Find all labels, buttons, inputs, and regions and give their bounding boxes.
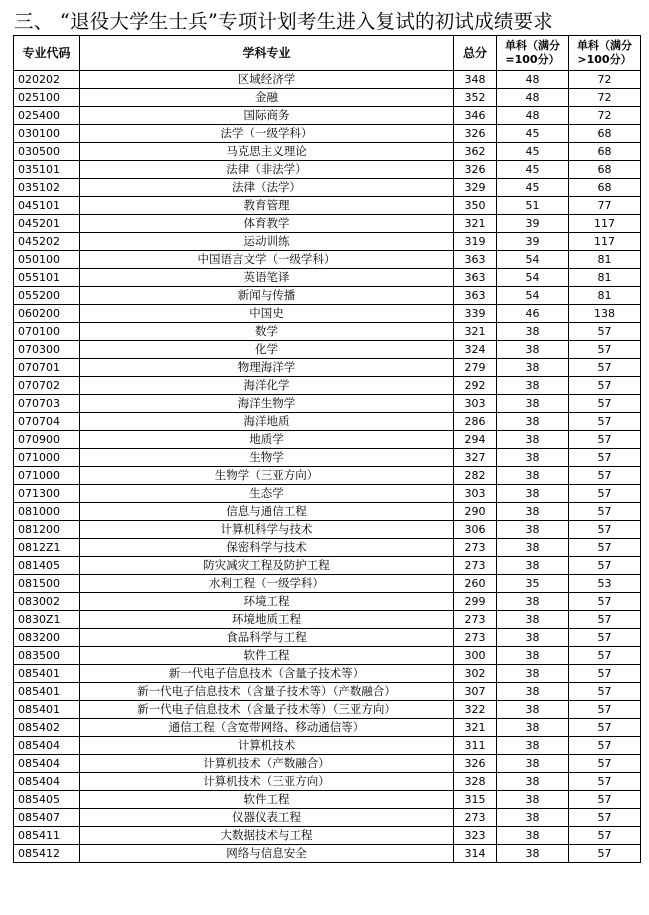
cell-total: 282 — [454, 467, 497, 485]
cell-single-over-100: 77 — [569, 197, 641, 215]
cell-major: 计算机技术（产数融合） — [80, 755, 454, 773]
cell-total: 319 — [454, 233, 497, 251]
cell-single-100: 48 — [497, 71, 569, 89]
cell-single-over-100: 57 — [569, 665, 641, 683]
table-row — [14, 593, 641, 611]
cell-code: 030500 — [14, 143, 80, 161]
cell-code: 081500 — [14, 575, 80, 593]
cell-code: 085407 — [14, 809, 80, 827]
header-total: 总分 — [454, 36, 497, 71]
table-row — [14, 143, 641, 161]
cell-code: 083200 — [14, 629, 80, 647]
cell-major: 海洋生物学 — [80, 395, 454, 413]
cell-single-100: 45 — [497, 161, 569, 179]
table-row — [14, 791, 641, 809]
cell-single-over-100: 57 — [569, 755, 641, 773]
cell-major: 计算机技术（三亚方向） — [80, 773, 454, 791]
cell-major: 海洋地质 — [80, 413, 454, 431]
cell-major: 中国语言文学（一级学科） — [80, 251, 454, 269]
table-row — [14, 107, 641, 125]
cell-single-over-100: 57 — [569, 467, 641, 485]
cell-single-over-100: 57 — [569, 413, 641, 431]
score-table — [13, 35, 641, 863]
cell-single-100: 39 — [497, 233, 569, 251]
cell-single-100: 38 — [497, 647, 569, 665]
cell-single-over-100: 57 — [569, 557, 641, 575]
cell-single-over-100: 68 — [569, 143, 641, 161]
cell-major: 生物学 — [80, 449, 454, 467]
cell-code: 085412 — [14, 845, 80, 863]
cell-single-over-100: 68 — [569, 179, 641, 197]
table-row — [14, 197, 641, 215]
cell-single-over-100: 57 — [569, 503, 641, 521]
cell-single-100: 38 — [497, 503, 569, 521]
cell-single-100: 38 — [497, 845, 569, 863]
cell-total: 300 — [454, 647, 497, 665]
cell-single-100: 38 — [497, 593, 569, 611]
cell-major: 英语笔译 — [80, 269, 454, 287]
cell-single-100: 38 — [497, 665, 569, 683]
table-row — [14, 305, 641, 323]
table-row — [14, 71, 641, 89]
table-row — [14, 89, 641, 107]
cell-major: 法律（非法学） — [80, 161, 454, 179]
cell-total: 321 — [454, 215, 497, 233]
table-row — [14, 773, 641, 791]
table-row — [14, 647, 641, 665]
cell-major: 金融 — [80, 89, 454, 107]
cell-single-over-100: 57 — [569, 629, 641, 647]
cell-single-over-100: 57 — [569, 827, 641, 845]
cell-single-100: 38 — [497, 827, 569, 845]
cell-code: 070300 — [14, 341, 80, 359]
cell-single-over-100: 57 — [569, 737, 641, 755]
cell-major: 海洋化学 — [80, 377, 454, 395]
cell-single-100: 38 — [497, 323, 569, 341]
cell-single-over-100: 72 — [569, 107, 641, 125]
cell-major: 新一代电子信息技术（含量子技术等）（三亚方向） — [80, 701, 454, 719]
cell-code: 060200 — [14, 305, 80, 323]
cell-single-100: 38 — [497, 809, 569, 827]
cell-single-100: 38 — [497, 413, 569, 431]
cell-single-over-100: 117 — [569, 233, 641, 251]
cell-total: 327 — [454, 449, 497, 467]
cell-single-100: 48 — [497, 89, 569, 107]
table-row — [14, 413, 641, 431]
cell-total: 315 — [454, 791, 497, 809]
table-row — [14, 485, 641, 503]
cell-total: 326 — [454, 161, 497, 179]
cell-code: 070701 — [14, 359, 80, 377]
cell-total: 302 — [454, 665, 497, 683]
cell-single-over-100: 72 — [569, 89, 641, 107]
cell-single-100: 54 — [497, 287, 569, 305]
table-row — [14, 575, 641, 593]
cell-total: 326 — [454, 125, 497, 143]
cell-single-100: 45 — [497, 143, 569, 161]
cell-code: 081405 — [14, 557, 80, 575]
cell-single-over-100: 68 — [569, 125, 641, 143]
cell-total: 346 — [454, 107, 497, 125]
cell-code: 085411 — [14, 827, 80, 845]
cell-code: 081200 — [14, 521, 80, 539]
cell-code: 085401 — [14, 701, 80, 719]
cell-total: 322 — [454, 701, 497, 719]
cell-single-100: 38 — [497, 791, 569, 809]
cell-code: 025100 — [14, 89, 80, 107]
cell-single-over-100: 57 — [569, 683, 641, 701]
cell-single-100: 54 — [497, 269, 569, 287]
cell-code: 071300 — [14, 485, 80, 503]
cell-major: 区域经济学 — [80, 71, 454, 89]
cell-single-100: 38 — [497, 521, 569, 539]
cell-major: 中国史 — [80, 305, 454, 323]
cell-code: 030100 — [14, 125, 80, 143]
cell-total: 314 — [454, 845, 497, 863]
cell-major: 法律（法学） — [80, 179, 454, 197]
cell-total: 328 — [454, 773, 497, 791]
cell-total: 286 — [454, 413, 497, 431]
cell-code: 085402 — [14, 719, 80, 737]
cell-major: 化学 — [80, 341, 454, 359]
cell-code: 045101 — [14, 197, 80, 215]
table-row — [14, 341, 641, 359]
table-row — [14, 737, 641, 755]
cell-major: 信息与通信工程 — [80, 503, 454, 521]
cell-single-100: 45 — [497, 125, 569, 143]
cell-total: 321 — [454, 719, 497, 737]
cell-single-100: 38 — [497, 377, 569, 395]
cell-total: 323 — [454, 827, 497, 845]
cell-code: 070702 — [14, 377, 80, 395]
cell-single-over-100: 57 — [569, 809, 641, 827]
cell-total: 273 — [454, 611, 497, 629]
cell-code: 0812Z1 — [14, 539, 80, 557]
cell-total: 260 — [454, 575, 497, 593]
header-major: 学科专业 — [80, 36, 454, 71]
cell-total: 306 — [454, 521, 497, 539]
cell-single-over-100: 57 — [569, 431, 641, 449]
cell-major: 生物学（三亚方向） — [80, 467, 454, 485]
cell-major: 保密科学与技术 — [80, 539, 454, 557]
cell-code: 085405 — [14, 791, 80, 809]
cell-major: 计算机科学与技术 — [80, 521, 454, 539]
cell-code: 070704 — [14, 413, 80, 431]
cell-single-over-100: 57 — [569, 845, 641, 863]
cell-total: 294 — [454, 431, 497, 449]
table-row — [14, 179, 641, 197]
cell-single-over-100: 57 — [569, 395, 641, 413]
cell-major: 新一代电子信息技术（含量子技术等） — [80, 665, 454, 683]
cell-single-over-100: 57 — [569, 323, 641, 341]
cell-code: 070100 — [14, 323, 80, 341]
cell-code: 0830Z1 — [14, 611, 80, 629]
cell-total: 299 — [454, 593, 497, 611]
table-row — [14, 629, 641, 647]
cell-single-over-100: 57 — [569, 773, 641, 791]
table-row — [14, 683, 641, 701]
cell-total: 363 — [454, 287, 497, 305]
cell-code: 071000 — [14, 467, 80, 485]
cell-total: 363 — [454, 251, 497, 269]
table-header-row — [14, 36, 641, 71]
table-row — [14, 287, 641, 305]
cell-major: 防灾减灾工程及防护工程 — [80, 557, 454, 575]
cell-total: 307 — [454, 683, 497, 701]
table-row — [14, 827, 641, 845]
cell-single-100: 35 — [497, 575, 569, 593]
cell-single-over-100: 57 — [569, 611, 641, 629]
cell-code: 081000 — [14, 503, 80, 521]
cell-major: 运动训练 — [80, 233, 454, 251]
cell-code: 020202 — [14, 71, 80, 89]
cell-single-100: 38 — [497, 341, 569, 359]
cell-single-over-100: 57 — [569, 701, 641, 719]
table-row — [14, 701, 641, 719]
table-row — [14, 845, 641, 863]
cell-single-over-100: 138 — [569, 305, 641, 323]
cell-code: 035101 — [14, 161, 80, 179]
cell-code: 050100 — [14, 251, 80, 269]
cell-major: 新闻与传播 — [80, 287, 454, 305]
table-row — [14, 395, 641, 413]
cell-single-100: 45 — [497, 179, 569, 197]
table-row — [14, 269, 641, 287]
cell-major: 体育教学 — [80, 215, 454, 233]
cell-major: 环境工程 — [80, 593, 454, 611]
cell-single-over-100: 57 — [569, 377, 641, 395]
cell-single-100: 38 — [497, 773, 569, 791]
cell-single-100: 38 — [497, 395, 569, 413]
cell-major: 网络与信息安全 — [80, 845, 454, 863]
cell-total: 303 — [454, 395, 497, 413]
cell-total: 329 — [454, 179, 497, 197]
cell-major: 数学 — [80, 323, 454, 341]
table-row — [14, 503, 641, 521]
table-row — [14, 215, 641, 233]
cell-single-over-100: 53 — [569, 575, 641, 593]
table-row — [14, 665, 641, 683]
table-row — [14, 467, 641, 485]
cell-total: 303 — [454, 485, 497, 503]
cell-single-100: 51 — [497, 197, 569, 215]
cell-code: 085401 — [14, 665, 80, 683]
table-row — [14, 161, 641, 179]
table-row — [14, 449, 641, 467]
cell-code: 055200 — [14, 287, 80, 305]
cell-single-100: 38 — [497, 449, 569, 467]
cell-major: 地质学 — [80, 431, 454, 449]
cell-total: 363 — [454, 269, 497, 287]
cell-major: 水利工程（一级学科） — [80, 575, 454, 593]
cell-total: 348 — [454, 71, 497, 89]
cell-major: 计算机技术 — [80, 737, 454, 755]
cell-single-over-100: 57 — [569, 341, 641, 359]
cell-single-100: 38 — [497, 467, 569, 485]
table-row — [14, 521, 641, 539]
cell-single-100: 39 — [497, 215, 569, 233]
table-row — [14, 233, 641, 251]
cell-major: 软件工程 — [80, 647, 454, 665]
cell-total: 273 — [454, 539, 497, 557]
header-single-over-100: 单科（满分>100分） — [569, 36, 641, 71]
cell-total: 350 — [454, 197, 497, 215]
cell-single-over-100: 57 — [569, 593, 641, 611]
table-row — [14, 431, 641, 449]
cell-code: 083002 — [14, 593, 80, 611]
cell-single-over-100: 57 — [569, 359, 641, 377]
cell-single-100: 38 — [497, 755, 569, 773]
cell-single-over-100: 57 — [569, 791, 641, 809]
cell-code: 055101 — [14, 269, 80, 287]
cell-total: 273 — [454, 809, 497, 827]
cell-code: 035102 — [14, 179, 80, 197]
cell-code: 083500 — [14, 647, 80, 665]
header-code: 专业代码 — [14, 36, 80, 71]
cell-code: 070900 — [14, 431, 80, 449]
cell-single-100: 48 — [497, 107, 569, 125]
cell-single-100: 38 — [497, 737, 569, 755]
cell-major: 环境地质工程 — [80, 611, 454, 629]
cell-total: 321 — [454, 323, 497, 341]
cell-single-100: 38 — [497, 539, 569, 557]
cell-major: 食品科学与工程 — [80, 629, 454, 647]
cell-major: 生态学 — [80, 485, 454, 503]
table-body — [14, 71, 641, 863]
cell-total: 326 — [454, 755, 497, 773]
cell-total: 279 — [454, 359, 497, 377]
table-row — [14, 359, 641, 377]
cell-single-over-100: 57 — [569, 521, 641, 539]
cell-total: 324 — [454, 341, 497, 359]
cell-single-over-100: 81 — [569, 269, 641, 287]
cell-major: 法学（一级学科） — [80, 125, 454, 143]
cell-code: 085401 — [14, 683, 80, 701]
cell-single-100: 38 — [497, 683, 569, 701]
cell-code: 085404 — [14, 737, 80, 755]
cell-total: 311 — [454, 737, 497, 755]
cell-single-100: 38 — [497, 629, 569, 647]
cell-total: 290 — [454, 503, 497, 521]
cell-single-100: 38 — [497, 431, 569, 449]
cell-code: 071000 — [14, 449, 80, 467]
page-title: 三、 “退役大学生士兵”专项计划考生进入复试的初试成绩要求 — [14, 10, 553, 33]
cell-code: 045202 — [14, 233, 80, 251]
cell-single-100: 38 — [497, 701, 569, 719]
header-single-100: 单科（满分=100分） — [497, 36, 569, 71]
cell-major: 国际商务 — [80, 107, 454, 125]
cell-single-100: 38 — [497, 359, 569, 377]
table-row — [14, 809, 641, 827]
cell-single-100: 54 — [497, 251, 569, 269]
cell-single-100: 38 — [497, 611, 569, 629]
table-row — [14, 719, 641, 737]
cell-total: 292 — [454, 377, 497, 395]
cell-single-over-100: 117 — [569, 215, 641, 233]
cell-single-over-100: 57 — [569, 449, 641, 467]
table-row — [14, 251, 641, 269]
cell-code: 025400 — [14, 107, 80, 125]
table-row — [14, 125, 641, 143]
cell-total: 273 — [454, 557, 497, 575]
cell-total: 273 — [454, 629, 497, 647]
cell-total: 352 — [454, 89, 497, 107]
cell-code: 070703 — [14, 395, 80, 413]
cell-single-over-100: 68 — [569, 161, 641, 179]
cell-total: 339 — [454, 305, 497, 323]
table-row — [14, 755, 641, 773]
cell-major: 通信工程（含宽带网络、移动通信等） — [80, 719, 454, 737]
cell-major: 大数据技术与工程 — [80, 827, 454, 845]
cell-single-over-100: 57 — [569, 719, 641, 737]
table-row — [14, 323, 641, 341]
cell-single-100: 38 — [497, 719, 569, 737]
table-row — [14, 539, 641, 557]
table-row — [14, 557, 641, 575]
table-row — [14, 611, 641, 629]
cell-code: 085404 — [14, 773, 80, 791]
cell-major: 仪器仪表工程 — [80, 809, 454, 827]
table-row — [14, 377, 641, 395]
cell-single-over-100: 57 — [569, 485, 641, 503]
cell-single-100: 46 — [497, 305, 569, 323]
cell-single-over-100: 81 — [569, 287, 641, 305]
cell-major: 马克思主义理论 — [80, 143, 454, 161]
cell-single-over-100: 57 — [569, 539, 641, 557]
cell-total: 362 — [454, 143, 497, 161]
cell-major: 教育管理 — [80, 197, 454, 215]
cell-single-100: 38 — [497, 557, 569, 575]
cell-code: 085404 — [14, 755, 80, 773]
cell-single-over-100: 81 — [569, 251, 641, 269]
cell-single-over-100: 57 — [569, 647, 641, 665]
cell-code: 045201 — [14, 215, 80, 233]
cell-major: 软件工程 — [80, 791, 454, 809]
cell-major: 物理海洋学 — [80, 359, 454, 377]
cell-single-100: 38 — [497, 485, 569, 503]
cell-major: 新一代电子信息技术（含量子技术等）（产数融合） — [80, 683, 454, 701]
cell-single-over-100: 72 — [569, 71, 641, 89]
